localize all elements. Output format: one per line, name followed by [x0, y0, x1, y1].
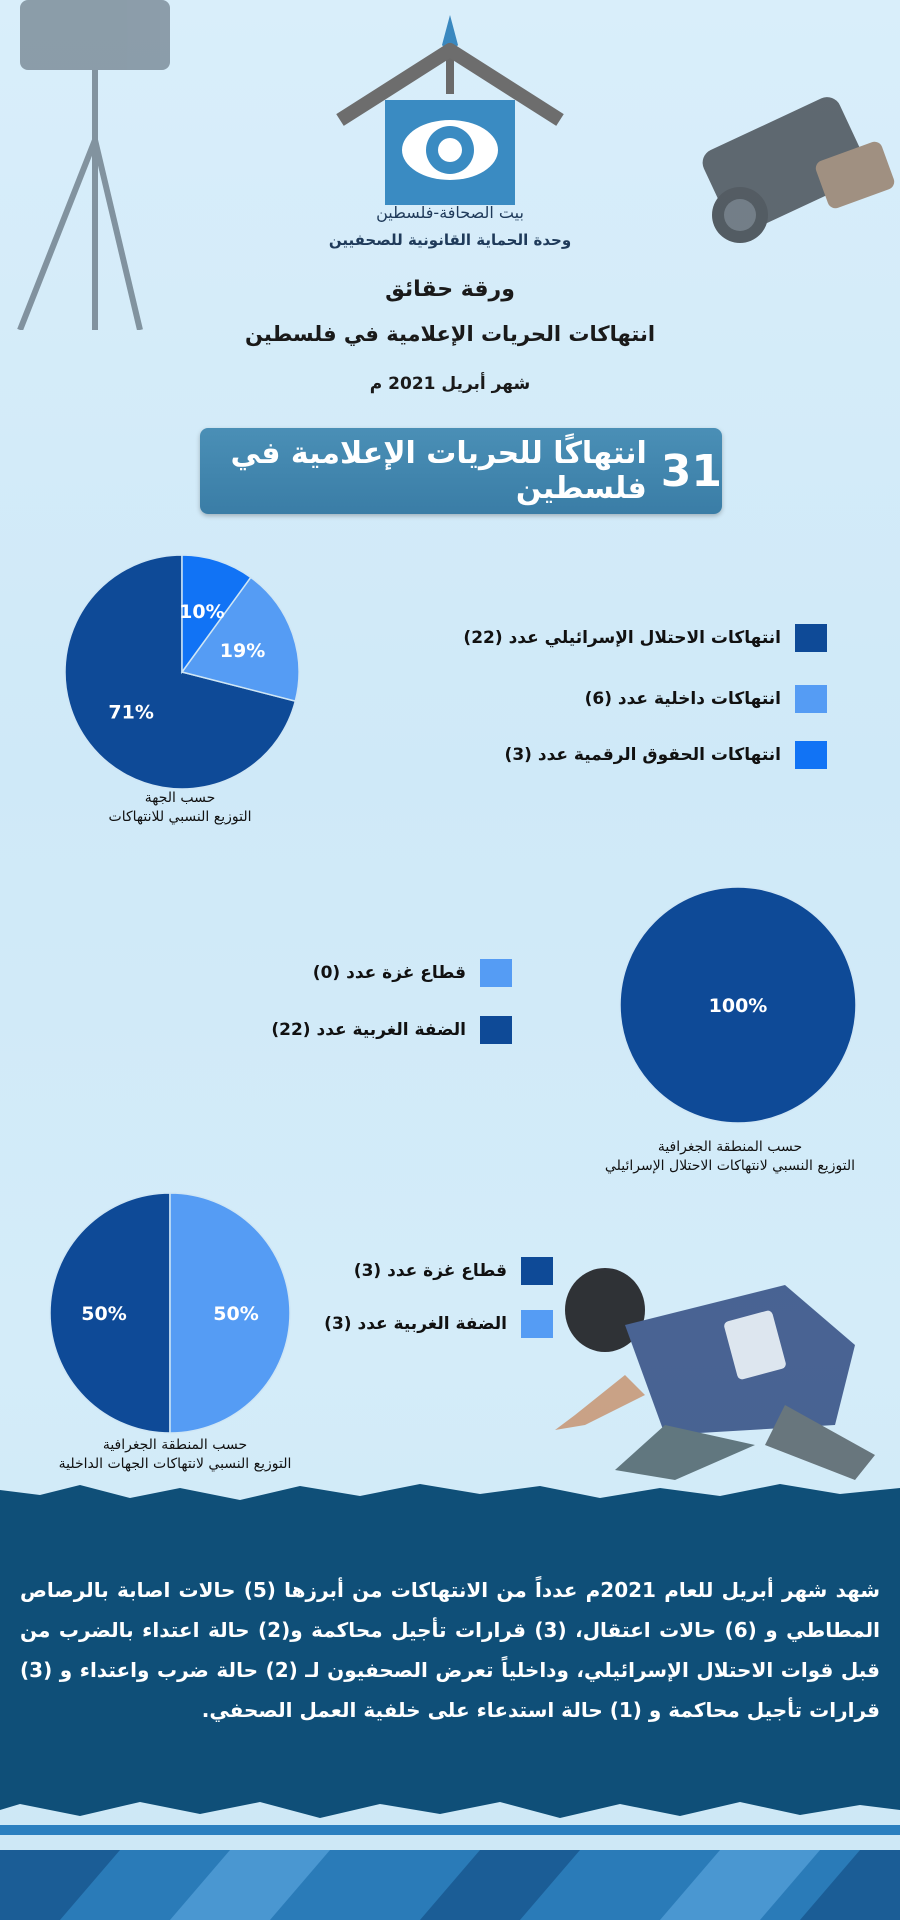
- pie-percent-label: 50%: [81, 1303, 127, 1325]
- legend-item-west-bank: [324, 1310, 553, 1338]
- pie-chart-occupation-by-region: [618, 885, 858, 1125]
- legend-label: الضفة الغربية عدد (22): [271, 1020, 466, 1040]
- chart-caption-line: التوزيع النسبي للانتهاكات: [108, 809, 252, 825]
- legend-label: قطاع غزة عدد (3): [353, 1261, 507, 1281]
- legend-swatch: [480, 1016, 512, 1044]
- organization-unit: وحدة الحماية القانونية للصحفيين: [328, 231, 572, 249]
- press-house-logo: [330, 10, 570, 210]
- legend-label: انتهاكات الحقوق الرقمية عدد (3): [504, 745, 781, 765]
- pie-percent-label: 100%: [708, 995, 768, 1017]
- legend-swatch: [795, 685, 827, 713]
- legend-item-occupation: [463, 624, 827, 652]
- report-period: شهر أبريل 2021 م: [369, 374, 531, 394]
- fact-sheet-title: ورقة حقائق: [385, 277, 515, 302]
- camera-icon: [650, 50, 900, 250]
- legend-item-west-bank: [271, 1016, 512, 1044]
- legend-swatch: [521, 1310, 553, 1338]
- chart-caption-line: التوزيع النسبي لانتهاكات الجهات الداخلية: [58, 1456, 292, 1472]
- summary-paragraph: شهد شهر أبريل للعام 2021م عدداً من الانتهاكات من أبرزها (5) حالات اصابة بالرصاص المطاطي و (6) حالات اعتقال، (3) قرارات تأجيل محاكمة و(2) حالة اعتداء بالضرب من قبل قوات الاحتلال الإسرائيلي، وداخلياً تعرض الصحفيون لـ (2) حالة ضرب واعتداء و (3) قرارات تأجيل محاكمة و (1) حالة استدعاء على خلفية العمل الصحفي.: [20, 1578, 881, 1722]
- chart-caption-occupation-region: [570, 1138, 890, 1176]
- legend-label: قطاع غزة عدد (0): [312, 963, 466, 983]
- pie-percent-label: 19%: [219, 640, 266, 663]
- legend-item-internal: [585, 685, 827, 713]
- legend-item-gaza: [313, 959, 512, 987]
- legend-label: الضفة الغربية عدد (3): [324, 1314, 507, 1334]
- total-violations-count: 31: [660, 445, 722, 497]
- pie-percent-label: 10%: [179, 600, 225, 623]
- total-violations-banner: [200, 428, 722, 514]
- legend-item-gaza: [354, 1257, 553, 1285]
- legend-swatch: [795, 741, 827, 769]
- legend-label: انتهاكات الاحتلال الإسرائيلي عدد (22): [463, 628, 781, 648]
- pie-chart-by-party: [60, 550, 305, 795]
- legend-swatch: [521, 1257, 553, 1285]
- chart-caption-by-party: [70, 789, 290, 827]
- pie-percent-label: 71%: [108, 701, 154, 724]
- organization-name: بيت الصحافة-فلسطين: [376, 203, 524, 222]
- legend-label: انتهاكات داخلية عدد (6): [584, 689, 781, 709]
- legend-item-digital: [505, 741, 827, 769]
- chart-caption-line: التوزيع النسبي لانتهاكات الاحتلال الإسرائيلي: [604, 1158, 856, 1174]
- tripod-camera-icon: [0, 0, 200, 330]
- journalist-photo-icon: [555, 1255, 885, 1485]
- page-subtitle: انتهاكات الحريات الإعلامية في فلسطين: [244, 322, 656, 346]
- pie-percent-label: 50%: [213, 1303, 259, 1325]
- chart-caption-line: حسب الجهة: [144, 790, 216, 806]
- chart-caption-line: حسب المنطقة الجغرافية: [657, 1139, 803, 1155]
- pie-chart-internal-by-region: [48, 1191, 293, 1436]
- chart-caption-internal-region: [10, 1436, 340, 1474]
- legend-swatch: [480, 959, 512, 987]
- chart-caption-line: حسب المنطقة الجغرافية: [102, 1437, 248, 1453]
- legend-swatch: [795, 624, 827, 652]
- total-violations-label: انتهاكًا للحريات الإعلامية في فلسطين: [230, 436, 647, 506]
